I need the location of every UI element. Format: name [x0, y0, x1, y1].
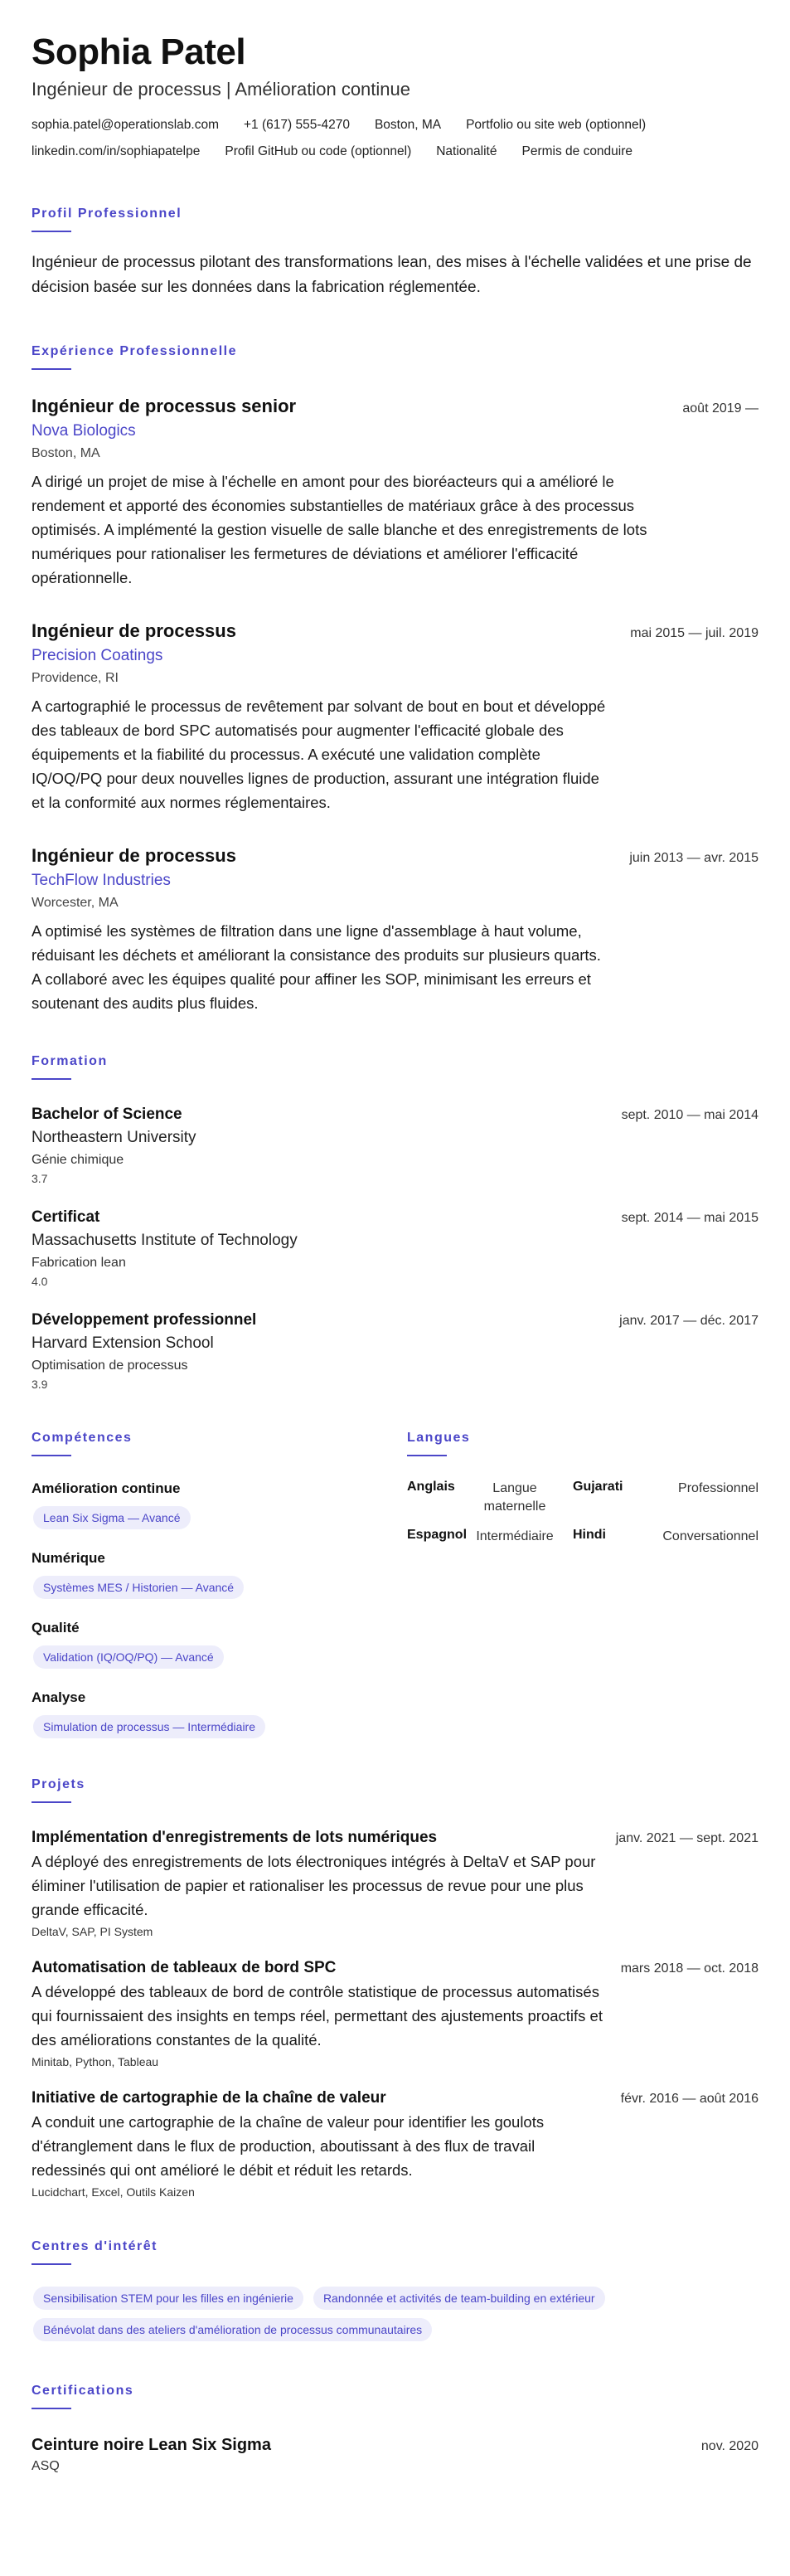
project-entry [32, 1958, 758, 2070]
job-title: Ingénieur de processus senior [32, 396, 297, 416]
education-school: Northeastern University [32, 1129, 196, 1146]
languages-section [407, 1430, 758, 1738]
contact-driving-license: Permis de conduire [521, 144, 633, 158]
section-divider [32, 368, 71, 370]
skill-pill: Simulation de processus — Intermédiaire [33, 1715, 265, 1738]
contact-portfolio[interactable]: Portfolio ou site web (optionnel) [466, 118, 647, 132]
job-description: A dirigé un projet de mise à l'échelle en amont pour des bioréacteurs qui a amélioré le rendement et apporté des économies substantielles de matériaux grâce à des processus optimisés. A implémenté la gestion visuelle de salle blanche et des enregistrements de lots numériques pour rationaliser les fermetures de déviations et améliorer l'efficacité opérationnelle. [32, 473, 647, 586]
section-title: Certifications [32, 2384, 134, 2398]
job-location: Providence, RI [32, 671, 119, 685]
job-company: Nova Biologics [32, 422, 136, 440]
job-date: juin 2013 — avr. 2015 [629, 851, 758, 865]
languages-grid [407, 1480, 758, 1546]
certification-date: nov. 2020 [700, 2439, 758, 2453]
section-divider [32, 2263, 71, 2265]
skill-pill: Validation (IQ/OQ/PQ) — Avancé [33, 1645, 224, 1669]
interest-pill: Randonnée et activités de team-building en extérieur [313, 2287, 605, 2310]
job-company: TechFlow Industries [32, 872, 171, 889]
profile-summary: Ingénieur de processus pilotant des transformations lean, des mises à l'échelle validées et une prise de décision basée sur les données dans la fabrication réglementée. [32, 254, 752, 296]
job-date: août 2019 — [682, 401, 758, 416]
skill-pill: Lean Six Sigma — Avancé [33, 1506, 191, 1529]
interest-pill: Bénévolat dans des ateliers d'amélioration de processus communautaires [33, 2318, 432, 2341]
job-location: Worcester, MA [32, 896, 119, 910]
contact-linkedin[interactable]: linkedin.com/in/sophiapatelpe [32, 144, 201, 158]
education-degree: Développement professionnel [32, 1311, 257, 1329]
project-description: A conduit une cartographie de la chaîne de valeur pour identifier les goulots d'étranglement dans le flux de production, aboutissant à des flux de travail redessinés qui ont amélioré le débit et réduit les retards. [32, 2113, 545, 2179]
certification-issuer: ASQ [32, 2459, 60, 2473]
section-divider [32, 1078, 71, 1080]
education-date: sept. 2014 — mai 2015 [621, 1211, 758, 1225]
job-description: A optimisé les systèmes de filtration dans une ligne d'assemblage à haut volume, réduisant les déchets et améliorant la consistance des produits sur plusieurs quarts. A collaboré avec les équipes qualité pour affiner les SOP, minimisant les erreurs et soutenant des audits plus fluides. [32, 922, 601, 1012]
certification-title: Ceinture noire Lean Six Sigma [32, 2436, 271, 2454]
education-entry [32, 1310, 758, 1392]
section-title: Langues [407, 1431, 471, 1445]
section-divider [32, 1801, 71, 1803]
job-title: Ingénieur de processus [32, 845, 236, 866]
project-title: Initiative de cartographie de la chaîne de valeur [32, 2089, 386, 2107]
skill-category: Amélioration continue [32, 1480, 181, 1496]
skill-category: Analyse [32, 1689, 86, 1705]
profile-section [32, 206, 758, 300]
language-name: Anglais [407, 1480, 455, 1494]
section-title: Expérience Professionnelle [32, 344, 237, 358]
project-entry [32, 1828, 758, 1940]
interest-pill: Sensibilisation STEM pour les filles en ingénierie [33, 2287, 303, 2310]
candidate-headline: Ingénieur de processus | Amélioration continue [32, 79, 410, 100]
education-school: Massachusetts Institute of Technology [32, 1232, 298, 1249]
section-title: Formation [32, 1054, 108, 1068]
language-name: Gujarati [573, 1480, 623, 1494]
education-degree: Certificat [32, 1208, 100, 1226]
language-level: Intermédiaire [476, 1529, 554, 1543]
education-gpa: 3.7 [32, 1172, 48, 1185]
contact-nationality: Nationalité [436, 144, 497, 158]
skills-languages-row [32, 1430, 758, 1738]
education-section [32, 1053, 758, 1392]
education-gpa: 4.0 [32, 1275, 48, 1288]
job-location: Boston, MA [32, 446, 100, 460]
job-description: A cartographié le processus de revêtement par solvant de bout en bout et développé des tableaux de bord SPC automatisés pour augmenter l'efficacité globale des équipements et la fiabilité du processus. A exécuté une validation complète IQ/OQ/PQ pour deux nouvelles lignes de production, assurant une intégration fluide et la conformité aux normes réglementaires. [32, 697, 606, 811]
education-date: janv. 2017 — déc. 2017 [619, 1314, 758, 1328]
job-date: mai 2015 — juil. 2019 [630, 626, 758, 640]
section-title: Compétences [32, 1431, 133, 1445]
contact-phone[interactable]: +1 (617) 555-4270 [243, 118, 350, 132]
section-title: Centres d'intérêt [32, 2239, 158, 2253]
language-name: Hindi [573, 1528, 606, 1542]
candidate-name: Sophia Patel [32, 32, 246, 72]
project-tech: Lucidchart, Excel, Outils Kaizen [32, 2185, 195, 2199]
skill-category: Numérique [32, 1550, 105, 1566]
language-level: Professionnel [678, 1481, 758, 1495]
certification-entry [32, 2434, 758, 2476]
contact-list [32, 116, 758, 161]
education-school: Harvard Extension School [32, 1334, 214, 1352]
job-entry [32, 844, 758, 1015]
contact-location: Boston, MA [374, 118, 442, 132]
education-field: Génie chimique [32, 1153, 124, 1167]
project-date: janv. 2021 — sept. 2021 [615, 1831, 758, 1845]
job-company: Precision Coatings [32, 647, 163, 664]
project-tech: Minitab, Python, Tableau [32, 2055, 159, 2068]
education-field: Optimisation de processus [32, 1358, 188, 1373]
skill-pill: Systèmes MES / Historien — Avancé [33, 1576, 244, 1599]
section-divider [32, 231, 71, 232]
project-title: Automatisation de tableaux de bord SPC [32, 1959, 337, 1976]
job-entry [32, 620, 758, 814]
project-tech: DeltaV, SAP, PI System [32, 1925, 153, 1938]
projects-section [32, 1776, 758, 2200]
contact-github[interactable]: Profil GitHub ou code (optionnel) [225, 144, 412, 158]
section-title: Projets [32, 1777, 85, 1791]
section-divider [32, 2408, 71, 2409]
contact-email[interactable]: sophia.patel@operationslab.com [32, 118, 219, 132]
education-entry [32, 1208, 758, 1289]
experience-section [32, 343, 758, 1015]
education-date: sept. 2010 — mai 2014 [621, 1108, 758, 1122]
education-field: Fabrication lean [32, 1256, 126, 1270]
project-description: A déployé des enregistrements de lots électroniques intégrés à DeltaV et SAP pour éliminer l'utilisation de papier et rationaliser les processus de revue pour une plus grande efficacité. [32, 1853, 596, 1918]
project-description: A développé des tableaux de bord de contrôle statistique de processus automatisés qui fournissaient des insights en temps réel, permettant des ajustements proactifs et des améliorations constantes de la qualité. [32, 1983, 603, 2049]
job-title: Ingénieur de processus [32, 620, 236, 641]
project-entry [32, 2088, 758, 2200]
resume-header [32, 32, 758, 161]
language-name: Espagnol [407, 1528, 468, 1542]
section-divider [407, 1455, 447, 1456]
section-title: Profil Professionnel [32, 207, 182, 221]
education-entry [32, 1105, 758, 1186]
skill-category: Qualité [32, 1620, 80, 1636]
skills-section [32, 1430, 407, 1738]
education-degree: Bachelor of Science [32, 1106, 182, 1123]
project-date: févr. 2016 — août 2016 [620, 2092, 758, 2106]
language-level: Langue maternelle [483, 1481, 546, 1514]
project-title: Implémentation d'enregistrements de lots numériques [32, 1829, 438, 1846]
interests-list [32, 2287, 695, 2350]
education-gpa: 3.9 [32, 1378, 48, 1391]
language-level: Conversationnel [662, 1529, 758, 1543]
job-entry [32, 395, 758, 590]
interests-section [32, 2238, 758, 2350]
certifications-section [32, 2383, 758, 2476]
section-divider [32, 1455, 71, 1456]
project-date: mars 2018 — oct. 2018 [620, 1961, 758, 1976]
